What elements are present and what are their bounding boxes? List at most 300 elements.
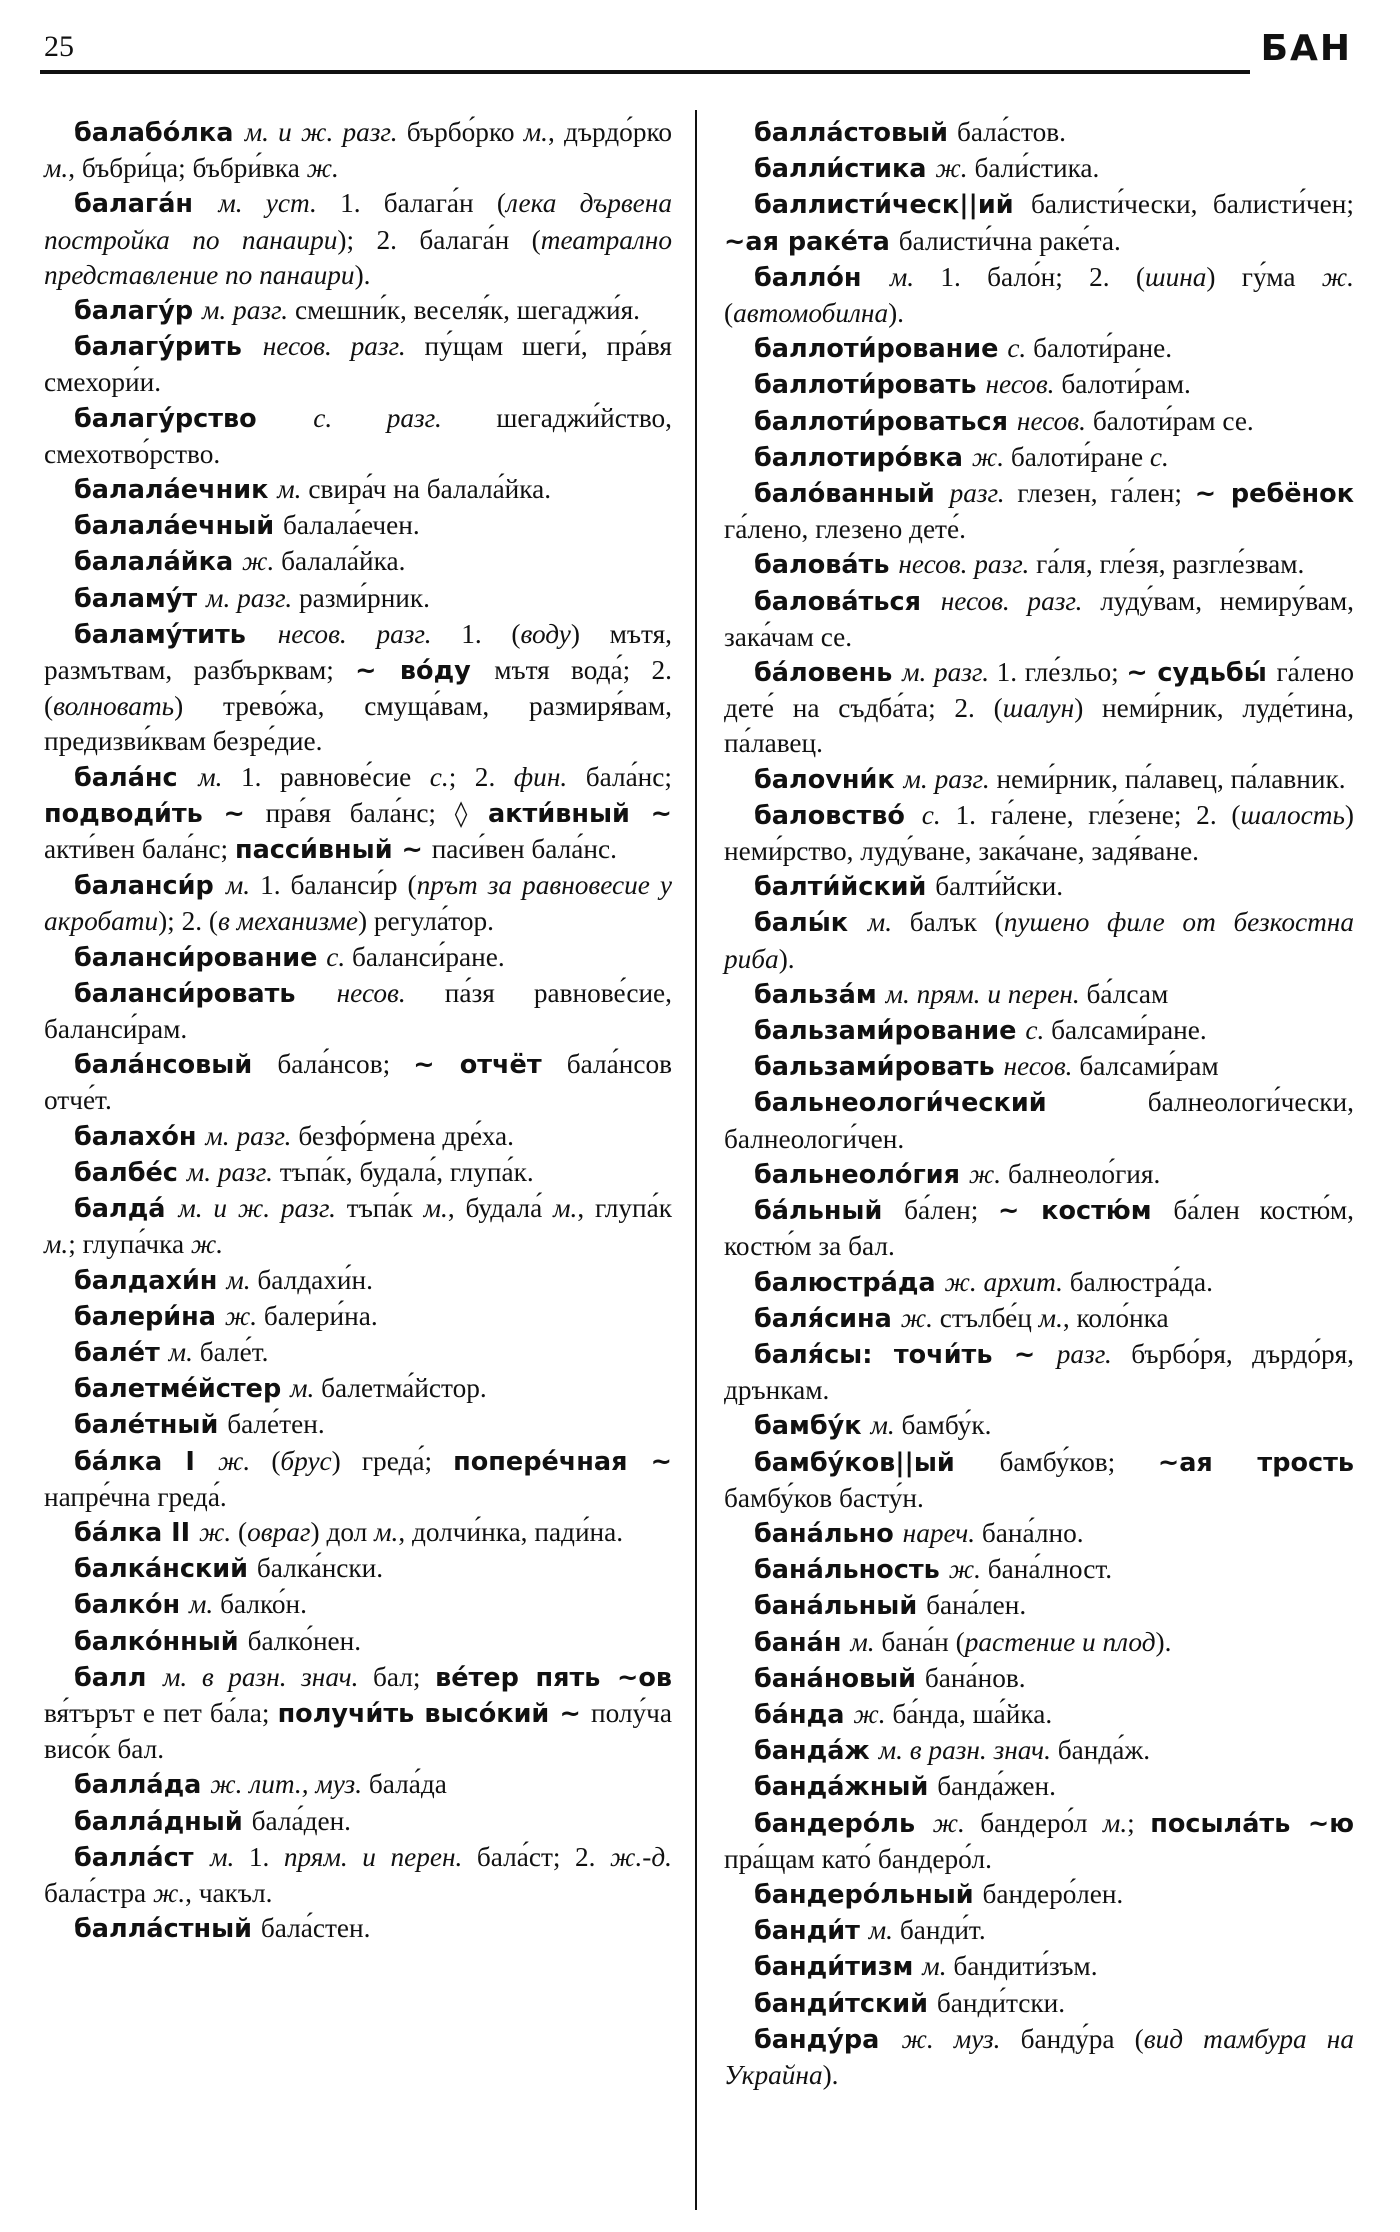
entry-label: пушено филе от безкостна риба (724, 907, 1354, 974)
entry-text: бандити́зъм. (953, 1951, 1098, 1982)
dictionary-entry (44, 1515, 672, 1551)
dictionary-entry (44, 1444, 672, 1515)
entry-headword: балова́ть (754, 550, 899, 581)
entry-label: м. разг. (201, 295, 295, 326)
running-header-guide-word: БАН (1260, 28, 1352, 69)
entry-headword: балла́дный (74, 1806, 252, 1837)
dictionary-entry (724, 187, 1354, 259)
dictionary-entry (724, 1625, 1354, 1661)
dictionary-entry (44, 115, 672, 186)
entry-text: балисти́чна раке́та. (898, 225, 1121, 256)
entry-label: шалун (1002, 693, 1075, 724)
dictionary-entry (44, 1551, 672, 1587)
entry-headword: баллоти́ровать (754, 370, 986, 401)
entry-label: ж. (224, 1300, 264, 1331)
entry-text: ; (1127, 1807, 1151, 1838)
entry-text: бана́лност. (987, 1554, 1113, 1585)
dictionary-entry (724, 1301, 1354, 1337)
dictionary-entry (724, 440, 1354, 476)
entry-headword: балала́ечник (74, 475, 278, 506)
entry-text: пу́щам шеги́, пра́вя смехори́и. (44, 331, 672, 398)
entry-text: ). (822, 2059, 839, 2090)
entry-label: ж. (948, 1554, 988, 1585)
dictionary-entry (44, 1911, 672, 1947)
entry-text: балисти́чески, балисти́чен; (1031, 189, 1354, 220)
entry-label: м. (189, 1589, 221, 1620)
entry-headword: бана́льно (754, 1518, 903, 1549)
entry-headword: балала́йка (74, 547, 243, 578)
entry-headword: ~ судьбы́ (1126, 658, 1277, 689)
entry-label: ж.-д. (610, 1841, 672, 1872)
entry-headword: балло́н (754, 262, 890, 293)
entry-label: ж. (190, 1229, 224, 1260)
entry-label: с. (1025, 1015, 1052, 1046)
entry-text: бандеро́лен. (982, 1878, 1124, 1909)
dictionary-entry (724, 151, 1354, 187)
entry-headword: балюстра́да (754, 1267, 945, 1298)
dictionary-entry (44, 1335, 672, 1371)
entry-label: несов. (336, 977, 445, 1008)
entry-headword: бальзами́рование (754, 1016, 1026, 1047)
entry-headword: балетме́йстер (74, 1374, 291, 1405)
entry-headword: балда́ (74, 1194, 179, 1225)
entry-headword: баллоти́рование (754, 334, 1008, 365)
entry-text: мътя вода́; 2. ( (44, 655, 672, 722)
dictionary-entry (724, 115, 1354, 151)
entry-text: бала́нсов отче́т. (44, 1049, 672, 1116)
dictionary-entry (44, 1407, 672, 1443)
entry-text: 1. ( (461, 618, 521, 649)
dictionary-entry (724, 1769, 1354, 1805)
entry-label: ж. (242, 546, 282, 577)
entry-text: бамбу́к. (901, 1410, 992, 1441)
right-column (724, 115, 1354, 2093)
entry-label: м. (867, 907, 910, 938)
entry-headword: балагу́р (74, 296, 202, 327)
entry-label: ж. (218, 1445, 272, 1476)
dictionary-entry (724, 367, 1354, 403)
entry-text: балдахи́н. (257, 1264, 373, 1295)
entry-label: лека дървена постройка по панаири (44, 188, 672, 255)
entry-label: м. (210, 1841, 249, 1872)
entry-label: фин. (513, 761, 586, 792)
entry-headword: балала́ечный (74, 511, 284, 542)
entry-label: овраг (247, 1516, 311, 1547)
entry-label: с. (921, 799, 956, 830)
entry-text: , будала́ (447, 1193, 554, 1224)
entry-text: ; глупа́чка (68, 1229, 191, 1260)
entry-label: ж. (853, 1698, 893, 1729)
entry-label: вид тамбура на Украйна (724, 2023, 1354, 2090)
entry-headword: балбе́с (74, 1157, 187, 1188)
entry-headword: попере́чная ~ (453, 1446, 672, 1477)
entry-headword: балага́н (74, 189, 219, 220)
dictionary-entry (724, 1949, 1354, 1985)
dictionary-entry (724, 798, 1354, 869)
entry-label: м. разг. (206, 582, 299, 613)
entry-headword: балл (74, 1662, 163, 1693)
entry-headword: баламу́тить (74, 619, 278, 650)
dictionary-entry (724, 1806, 1354, 1877)
entry-text: шегаджи́йство, смехотво́рство. (44, 402, 672, 469)
entry-text: бала́нс; (585, 761, 672, 792)
entry-label: ж. (932, 1807, 981, 1838)
entry-headword: баллисти́ческ||ий (754, 190, 1031, 221)
entry-text: балсами́ране. (1051, 1015, 1207, 1046)
entry-text: га́ля, гле́зя, разгле́звам. (1036, 549, 1305, 580)
entry-headword: бана́льность (754, 1555, 949, 1586)
entry-text: неми́рник, па́лавец, па́лавник. (996, 763, 1346, 794)
entry-text: тъпа́к (346, 1193, 424, 1224)
entry-label: с. (1007, 333, 1034, 364)
entry-headword: ба́льный (754, 1196, 905, 1227)
entry-text: бали́стика. (974, 153, 1100, 184)
entry-label: ж. архит. (944, 1266, 1070, 1297)
entry-text: балери́на. (263, 1300, 378, 1331)
entry-text: свира́ч на балала́йка. (308, 474, 552, 505)
page-number: 25 (44, 30, 74, 63)
entry-headword: бана́льный (754, 1591, 927, 1622)
entry-text: балнеологи́чески, балнеологи́чен. (724, 1087, 1354, 1154)
entry-label: с. (326, 941, 353, 972)
entry-text: ) дол (310, 1516, 375, 1547)
entry-label: несов. разг. (277, 618, 462, 649)
entry-label: несов. разг. (940, 585, 1101, 616)
entry-label: м. (44, 1229, 69, 1260)
entry-label: шина (1144, 261, 1207, 292)
entry-label: м. (290, 1373, 322, 1404)
entry-label: м. разг. (186, 1156, 280, 1187)
column-divider (695, 110, 697, 2210)
entry-label: м. (523, 117, 548, 147)
entry-headword: балти́йский (754, 872, 936, 903)
entry-text: пра́щам като́ бандеро́л. (724, 1843, 992, 1874)
entry-text: ба́лен; (904, 1195, 999, 1226)
entry-label: ж. (935, 153, 975, 184)
entry-label: с. (429, 761, 449, 792)
entry-text: 1. баланси́р ( (260, 870, 417, 901)
entry-text: напре́чна греда́. (44, 1481, 227, 1512)
entry-headword: бана́н (754, 1627, 851, 1658)
entry-headword: балovни́к (754, 764, 904, 795)
entry-label: ж. лит., муз. (210, 1769, 369, 1800)
dictionary-entry (724, 905, 1354, 976)
entry-text: балала́йка. (281, 546, 406, 577)
dictionary-entry (724, 476, 1354, 547)
entry-label: разг. (949, 478, 1018, 509)
entry-headword: ~ ребёнок (1194, 479, 1355, 510)
dictionary-entry (724, 404, 1354, 440)
dictionary-entry (44, 401, 672, 472)
entry-headword: подводи́ть ~ (44, 798, 266, 829)
dictionary-entry (44, 472, 672, 508)
entry-text: бамбу́ков; (999, 1446, 1158, 1477)
entry-label: м. (225, 870, 261, 901)
dictionary-entry (724, 2022, 1354, 2093)
dictionary-entry (44, 1804, 672, 1840)
entry-label: несов. (985, 369, 1062, 400)
entry-label: несов. разг. (262, 331, 425, 362)
dictionary-entry (44, 186, 672, 293)
entry-label: прът за равновесие у акробати (44, 870, 672, 937)
entry-text: ) греда́; (331, 1445, 454, 1476)
entry-headword: баллоти́роваться (754, 406, 1017, 437)
entry-headword: бальнеологи́ческий (754, 1088, 1148, 1119)
entry-text: балнеоло́гия. (1007, 1158, 1161, 1189)
entry-headword: балдахи́н (74, 1265, 227, 1296)
entry-headword: балли́стика (754, 154, 936, 185)
entry-headword: бале́т (74, 1337, 169, 1368)
entry-label: м. (553, 1193, 578, 1224)
entry-text: ). (888, 298, 905, 329)
dictionary-entry (724, 547, 1354, 583)
entry-text: ) гу́ма (1206, 261, 1322, 292)
dictionary-entry (724, 1986, 1354, 2022)
entry-headword: балагу́рить (74, 332, 263, 363)
entry-headword: банди́тский (754, 1988, 937, 2019)
entry-text: полу́ча висо́к бал. (44, 1697, 672, 1765)
dictionary-entry (44, 940, 672, 976)
entry-label: м. уст. (218, 188, 341, 219)
entry-label: м. (374, 1516, 399, 1547)
entry-label: автомобилна (733, 298, 889, 329)
dictionary-entry (44, 1119, 672, 1155)
entry-label: м. (423, 1193, 448, 1224)
dictionary-entry (724, 1588, 1354, 1624)
entry-text: паси́вен бала́нс. (431, 834, 617, 865)
entry-text: 1. бало́н; 2. ( (940, 261, 1145, 292)
entry-text: бала́ден. (251, 1805, 352, 1836)
entry-label: ж. муз. (901, 2023, 1021, 2054)
entry-text: бала́ст; 2. (476, 1841, 611, 1872)
entry-text: ( (237, 1516, 248, 1547)
entry-headword: ба́ловень (754, 658, 903, 689)
entry-headword: бальзами́ровать (754, 1052, 1004, 1083)
dictionary-entry (724, 1516, 1354, 1552)
entry-headword: ~ая трость (1157, 1447, 1354, 1478)
dictionary-entry (44, 544, 672, 580)
entry-headword: бана́новый (754, 1663, 925, 1694)
entry-text: бърбо́ря, дърдо́ря, дрънкам. (724, 1338, 1355, 1406)
dictionary-entry (724, 1408, 1354, 1444)
entry-label: в механизме (217, 906, 358, 937)
entry-label: м. (922, 1951, 954, 1982)
entry-label: несов. (1003, 1051, 1080, 1082)
entry-text: балоти́ране (1010, 441, 1150, 472)
dictionary-entry (44, 508, 672, 544)
entry-headword: бандеро́ль (754, 1808, 933, 1839)
entry-label: м. разг. (205, 1120, 299, 1151)
entry-headword: баламу́т (74, 583, 207, 614)
entry-headword: балахо́н (74, 1121, 206, 1152)
entry-text: балала́ечен. (283, 510, 420, 541)
entry-label: м. (277, 474, 309, 505)
entry-text: балък ( (909, 907, 1004, 938)
entry-text: бандеро́л (980, 1807, 1103, 1838)
entry-label: разг. (1056, 1338, 1132, 1369)
entry-label: ж. (152, 1877, 186, 1908)
dictionary-entry (724, 762, 1354, 798)
entry-text: , глупа́к (577, 1193, 673, 1224)
entry-text: бана́нов. (924, 1662, 1026, 1693)
entry-text: ( (271, 1445, 281, 1476)
dictionary-entry (44, 1371, 672, 1407)
entry-text: бала́стра (44, 1877, 153, 1908)
entry-label: несов. (1016, 405, 1093, 436)
entry-headword: балери́на (74, 1301, 225, 1332)
entry-text: балетма́йстор. (321, 1373, 487, 1404)
entry-text: бала́стов. (956, 117, 1066, 147)
entry-label: м. (1102, 1807, 1128, 1838)
entry-headword: баллотиро́вка (754, 442, 972, 473)
entry-headword: балагу́рство (74, 403, 314, 434)
dictionary-entry (724, 1157, 1354, 1193)
entry-headword: банди́т (754, 1916, 869, 1947)
entry-text: бала́нсов; (277, 1049, 414, 1080)
dictionary-entry (44, 1624, 672, 1660)
entry-text: , коло́нка (1062, 1302, 1169, 1333)
entry-text: ) неми́рство, луду́ване, зака́чане, задя́ване. (724, 799, 1354, 867)
entry-text: ); 2. балага́н ( (337, 224, 541, 255)
dictionary-entry (724, 1013, 1354, 1049)
entry-text: балоти́рам. (1061, 369, 1191, 400)
dictionary-entry (724, 1733, 1354, 1769)
entry-label: м. разг. (902, 657, 997, 688)
dictionary-entry (44, 1587, 672, 1623)
entry-text: ). (354, 259, 371, 290)
entry-text: га́лено дете́ на съдба́та; 2. ( (724, 657, 1354, 724)
entry-label: м. (868, 1915, 900, 1946)
entry-headword: баля́сы: точи́ть ~ (754, 1339, 1057, 1370)
entry-headword: бальза́м (754, 979, 886, 1010)
entry-label: м. (168, 1336, 200, 1367)
dictionary-entry (724, 1337, 1354, 1408)
entry-text: балко́нен. (247, 1625, 362, 1656)
dictionary-entry (44, 976, 672, 1047)
entry-text: ( (724, 298, 734, 329)
entry-label: прям. и перен. (283, 1841, 477, 1872)
entry-headword: банда́ж (754, 1736, 879, 1767)
dictionary-entry (44, 1191, 672, 1262)
entry-text: тъпа́к, будала́, глупа́к. (279, 1156, 534, 1187)
dictionary-entry (724, 1661, 1354, 1697)
entry-headword: бандеро́льный (754, 1879, 983, 1910)
entry-text: пра́вя бала́нс; (265, 797, 455, 828)
entry-text: балсами́рам (1079, 1051, 1219, 1082)
entry-text: глезен, га́лен; (1017, 478, 1195, 509)
entry-headword: бале́тный (74, 1410, 228, 1441)
entry-text: 1. гле́зльо; (996, 657, 1127, 688)
entry-text: ). (1155, 1626, 1172, 1657)
entry-label: ж. (900, 1302, 940, 1333)
entry-text: 1. га́лене, гле́зене; 2. ( (955, 799, 1241, 830)
dictionary-entry (44, 581, 672, 617)
dictionary-entry (724, 260, 1354, 331)
entry-text: бала́стен. (260, 1913, 371, 1944)
dictionary-entry (44, 1047, 672, 1118)
dictionary-entry (724, 1265, 1354, 1301)
entry-text: банда́жен. (937, 1771, 1056, 1802)
entry-text: банда́ж. (1057, 1735, 1151, 1766)
left-column (44, 115, 672, 1947)
entry-label: нареч. (902, 1517, 982, 1548)
dictionary-entry (44, 760, 672, 869)
entry-text: балко́н. (220, 1589, 307, 1620)
entry-text: ; 2. (448, 761, 514, 792)
entry-label: м. (44, 153, 69, 184)
entry-text: ) регула́тор. (357, 906, 494, 937)
entry-label: м. и ж. разг. (178, 1193, 347, 1224)
entry-headword: бала́нсовый (74, 1050, 278, 1081)
entry-headword: ◊ акти́вный ~ (454, 798, 672, 829)
dictionary-entry (44, 293, 672, 329)
entry-text: балюстра́да. (1069, 1266, 1213, 1297)
entry-headword: посыла́ть ~ю (1150, 1808, 1354, 1839)
entry-headword: балко́нный (74, 1626, 248, 1657)
entry-text: акти́вен бала́нс; (44, 834, 235, 865)
entry-headword: бамбу́к (754, 1411, 871, 1442)
entry-text: вя́търът е пет ба́ла; (44, 1697, 278, 1728)
entry-label: волновать (53, 691, 175, 722)
entry-text: бал; (373, 1661, 436, 1692)
entry-headword: банду́ра (754, 2024, 902, 2055)
entry-label: м. (1038, 1302, 1063, 1333)
entry-label: брус (280, 1445, 332, 1476)
entry-label: с. (1149, 441, 1169, 472)
entry-text: балоти́ране. (1033, 333, 1173, 364)
entry-label: м. (226, 1264, 258, 1295)
entry-text: банди́т. (899, 1915, 986, 1946)
entry-text: га́лено, глезено дете́. (724, 514, 966, 545)
dictionary-entry (724, 1913, 1354, 1949)
entry-label: ж. (971, 441, 1011, 472)
dictionary-entry (724, 869, 1354, 905)
entry-text: бале́тен. (227, 1409, 325, 1440)
entry-headword: ~ая раке́та (724, 226, 899, 257)
entry-headword: балы́к (754, 908, 868, 939)
entry-label: м. в разн. знач. (878, 1735, 1058, 1766)
dictionary-entry (44, 329, 672, 400)
entry-headword: баланси́р (74, 871, 226, 902)
entry-text: безфо́рмена дре́ха. (298, 1120, 514, 1151)
dictionary-entry (724, 1877, 1354, 1913)
entry-label: растение и плод (964, 1626, 1156, 1657)
entry-text: па́зя равнове́сие, баланси́рам. (44, 977, 672, 1045)
entry-headword: пасси́вный ~ (234, 835, 432, 866)
dictionary-entry (724, 1445, 1354, 1516)
entry-label: ж. (1321, 261, 1354, 292)
entry-label: шалость (1240, 799, 1345, 830)
entry-text: балти́йски. (935, 871, 1064, 902)
entry-text: ); 2. ( (158, 906, 218, 937)
entry-text: стълбе́ц (939, 1302, 1039, 1333)
entry-text: баланси́ране. (352, 941, 505, 972)
entry-headword: балла́стный (74, 1914, 261, 1945)
dictionary-entry (44, 1660, 672, 1768)
entry-headword: ~ костю́м (998, 1196, 1174, 1227)
entry-headword: балова́ться (754, 586, 941, 617)
entry-text: , долчи́нка, пади́на. (398, 1516, 624, 1547)
entry-headword: балла́стовый (754, 118, 957, 148)
entry-label: с. разг. (313, 402, 497, 433)
entry-text: бала́да (368, 1769, 447, 1800)
dictionary-entry (724, 1049, 1354, 1085)
entry-headword: баловство́ (754, 800, 922, 831)
entry-label: м. и ж. разг. (244, 117, 407, 147)
entry-text: смешни́к, веселя́к, шегаджи́я. (294, 295, 640, 326)
entry-headword: ~ отчёт (413, 1050, 567, 1081)
dictionary-entry (724, 1552, 1354, 1588)
